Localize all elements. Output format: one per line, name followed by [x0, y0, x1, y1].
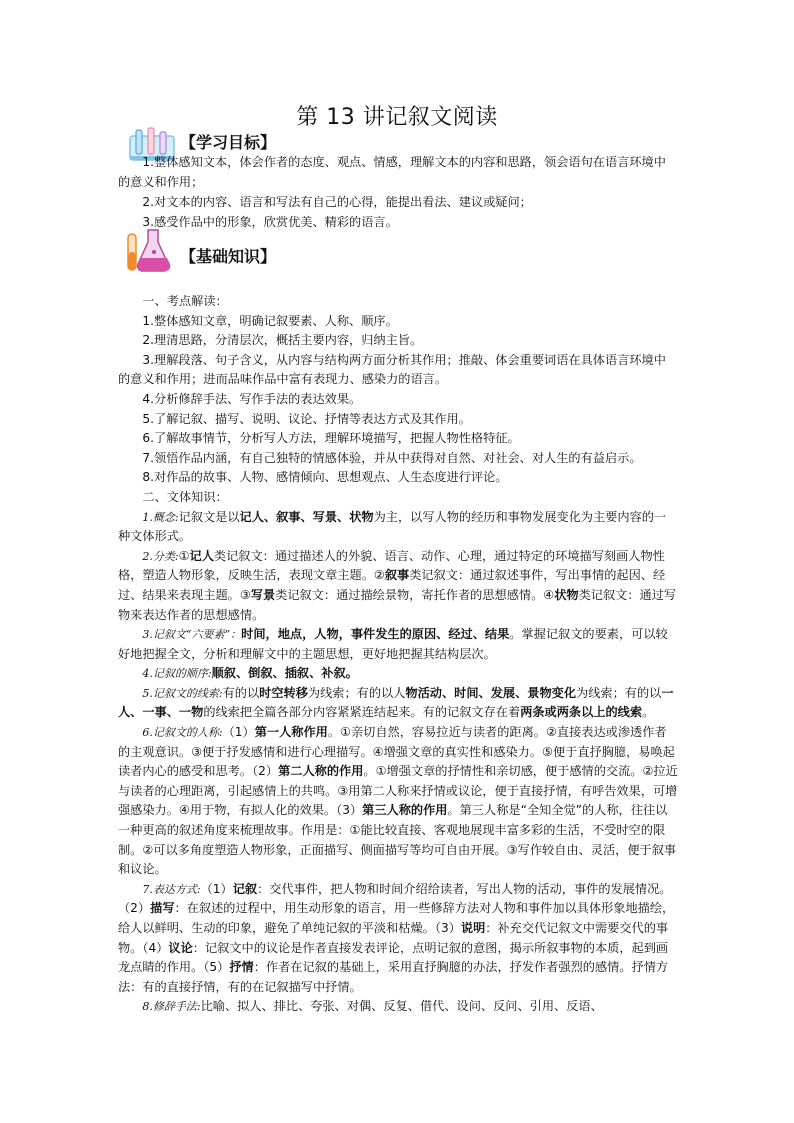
- bold-text: 物活动、时间、发展、景物变化: [405, 685, 577, 700]
- paragraph-label: 7.表达方式:: [142, 882, 201, 896]
- objectives-heading: 【学习目标】: [180, 133, 277, 152]
- bold-text: 第二人称的作用: [278, 764, 364, 779]
- bold-text: 时空转移: [259, 685, 308, 700]
- kaodian-item: 1.整体感知文章，明确记叙要素、人称、顺序。: [142, 313, 398, 328]
- kaodian-item: 3.理解段落、句子含义，从内容与结构两方面分析其作用；推敲、体会重要词语在具体语言环境中的意义和作用；进而品味作品中富有表现力、感染力的语言。: [118, 352, 666, 387]
- paragraph-label: 2.分类:: [142, 549, 179, 563]
- text: 为线索；有的以: [576, 685, 662, 700]
- objective-item: 1.整体感知文本，体会作者的态度、观点、情感，理解文本的内容和思路，领会语句在语言环境中的意义和作用；: [118, 155, 666, 189]
- kaodian-item: 7.领悟作品内涵，有自己独特的情感体验，并从中获得对自然、对社会、对人生的有益启示。: [142, 450, 642, 465]
- objective-item: 3.感受作品中的形象，欣赏优美、精彩的语言。: [142, 215, 398, 229]
- text: 的线索把全篇各部分内容紧紧连结起来。有的记叙文存在着: [203, 705, 521, 720]
- bold-text: 记人、叙事、写景、状物: [239, 509, 374, 524]
- bold-text: 两条或两条以上的线索: [520, 705, 643, 720]
- bold-text: 写景: [250, 587, 276, 602]
- text: 为线索；有的以人: [307, 685, 406, 700]
- bold-text: 第一人称作用: [254, 725, 328, 740]
- text: 。: [642, 705, 655, 720]
- bold-text: 第三人称的作用: [362, 803, 448, 818]
- wenti-heading: 二、文体知识：: [142, 489, 228, 504]
- paragraph-label: 8.修辞手法:: [142, 1000, 201, 1014]
- objective-item: 2.对文本的内容、语言和写法有自己的心得，能提出看法、建议或疑问；: [142, 195, 532, 209]
- text: 。掌握记叙文的要素，可以较好地把握全文，分析和理解文中的主题思想，更好地把握其结构层次。: [118, 627, 668, 661]
- text: ：交代事件，把人物和时间介绍给读者，写出人物的活动，事件的发展情况。（2）: [118, 881, 672, 916]
- bold-text: 记叙: [232, 881, 258, 896]
- bold-text: 说明: [460, 921, 486, 935]
- bold-text: 状物: [554, 587, 579, 602]
- objectives-list: [118, 152, 678, 232]
- text: ①: [178, 548, 190, 563]
- text: （1）: [222, 725, 255, 740]
- text: 为主，以写人物的经历和事物发展变化为主要内容的一种文体形式。: [118, 509, 667, 544]
- text: ：补充交代记叙文中需要交代的事物。（4）: [118, 921, 669, 955]
- kaodian-item: 6.了解故事情节，分析写人方法，理解环境描写，把握人物性格特征。: [142, 431, 520, 446]
- chemistry-flask-icon: [124, 226, 174, 276]
- bold-text: 一人、一事、一物: [118, 685, 674, 720]
- text: 。第三人称是“全知全觉”的人称，往往以一种更高的叙述角度来梳理故事。作用是：①能比较直接、客观地展现丰富多彩的生活，不受时空的限制。②可以多角度塑造人物形象，正面描写、侧面描写等均可自由开展。③写作较自由、灵活，便于叙事和议论。: [118, 803, 677, 877]
- text: 有的以: [222, 685, 260, 700]
- text: ：作者在记叙的基础上，采用直抒胸臆的办法，抒发作者强烈的感情。抒情方法：有的直接抒情，有的在记叙描写中抒情。: [118, 960, 669, 994]
- text: 类记叙文：通过描述人的外貌、语言、动作、心理，通过特定的环境描写刻画人物性格，塑造人物形象，反映生活，表现文章主题。②: [118, 548, 665, 583]
- text: 。①亲切自然，容易拉近与读者的距离。②直接表达或渗透作者的主观意识。③便于抒发感情和进行心理描写。④增强文章的真实性和感染力。⑤便于直抒胸臆，易唤起读者内心的感受和思考。（2）: [118, 725, 675, 779]
- kaodian-item: 2.理清思路，分清层次，概括主要内容，归纳主旨。: [142, 333, 423, 348]
- basics-content: [118, 292, 678, 1017]
- text: ：在叙述的过程中，用生动形象的语言，用一些修辞方法对人物和事件加以具体形象地描绘，给人以鲜明、生动的印象，避免了单纯记叙的平淡和枯燥。（3）: [118, 901, 675, 935]
- paragraph-label: 1.概念:: [142, 510, 179, 524]
- text: ：记叙文中的议论是作者直接发表评论，点明记叙的意图，揭示所叙事物的本质，起到画龙点睛的作用。（5）: [118, 940, 669, 975]
- kaodian-heading: 一、考点解读：: [142, 294, 228, 308]
- text: 。①增强文章的抒情性和亲切感，便于感情的交流。②拉近与读者的心理距离，引起感情上的共鸣。③用第二人称来抒情或议论，便于直接抒情，有呼告效果，可增强感染力。④用于物，有拟人化的效果。（3）: [118, 764, 678, 818]
- bold-text: 记人: [189, 548, 214, 563]
- text: 类记叙文：通过写物来表达作者的思想感情。: [118, 587, 677, 622]
- paragraph-label: 3.记叙文“六要素”：: [142, 628, 242, 642]
- text: 类记叙文：通过描绘景物，寄托作者的思想感情。④: [275, 587, 555, 602]
- kaodian-item: 4.分析修辞手法、写作手法的表达效果。: [142, 391, 362, 406]
- kaodian-item: 8.对作品的故事、人物、感情倾向、思想观点、人生态度进行评论。: [142, 470, 508, 485]
- rhetoric-paragraph: [118, 997, 678, 1017]
- bold-text: 叙事: [384, 568, 410, 583]
- text: 比喻、拟人、排比、夸张、对偶、反复、借代、设问、反问、引用、反语、: [200, 999, 603, 1014]
- bold-text: 抒情: [229, 960, 254, 975]
- text: 类记叙文：通过叙述事件，写出事情的起因、经过、结果来表现主题。③: [118, 568, 666, 602]
- kaodian-item: 5.了解记叙、描写、说明、议论、抒情等表达方式及其作用。: [142, 411, 471, 426]
- bold-text: 议论: [168, 940, 193, 955]
- clue-paragraph: [118, 684, 678, 723]
- bold-text: 描写: [150, 901, 175, 916]
- classification-paragraph: [118, 547, 678, 625]
- order-paragraph: [118, 664, 678, 684]
- text: 记叙文是以: [178, 509, 240, 524]
- bold-text: 顺叙、倒叙、插叙、补叙。: [211, 666, 358, 681]
- bold-text: 时间，地点，人物，事件发生的原因、经过、结果: [241, 627, 510, 642]
- basics-heading: 【基础知识】: [180, 247, 277, 266]
- person-paragraph: [118, 723, 678, 880]
- six-elements-paragraph: [118, 625, 678, 664]
- concept-paragraph: [118, 508, 678, 547]
- paragraph-label: 5.记叙文的线索:: [142, 686, 223, 700]
- page-title: 第 13 讲记叙文阅读: [296, 105, 498, 130]
- paragraph-label: 4.记叙的顺序:: [142, 667, 212, 681]
- expression-paragraph: [118, 880, 678, 998]
- text: （1）: [200, 881, 233, 896]
- paragraph-label: 6.记叙文的人称:: [142, 726, 223, 740]
